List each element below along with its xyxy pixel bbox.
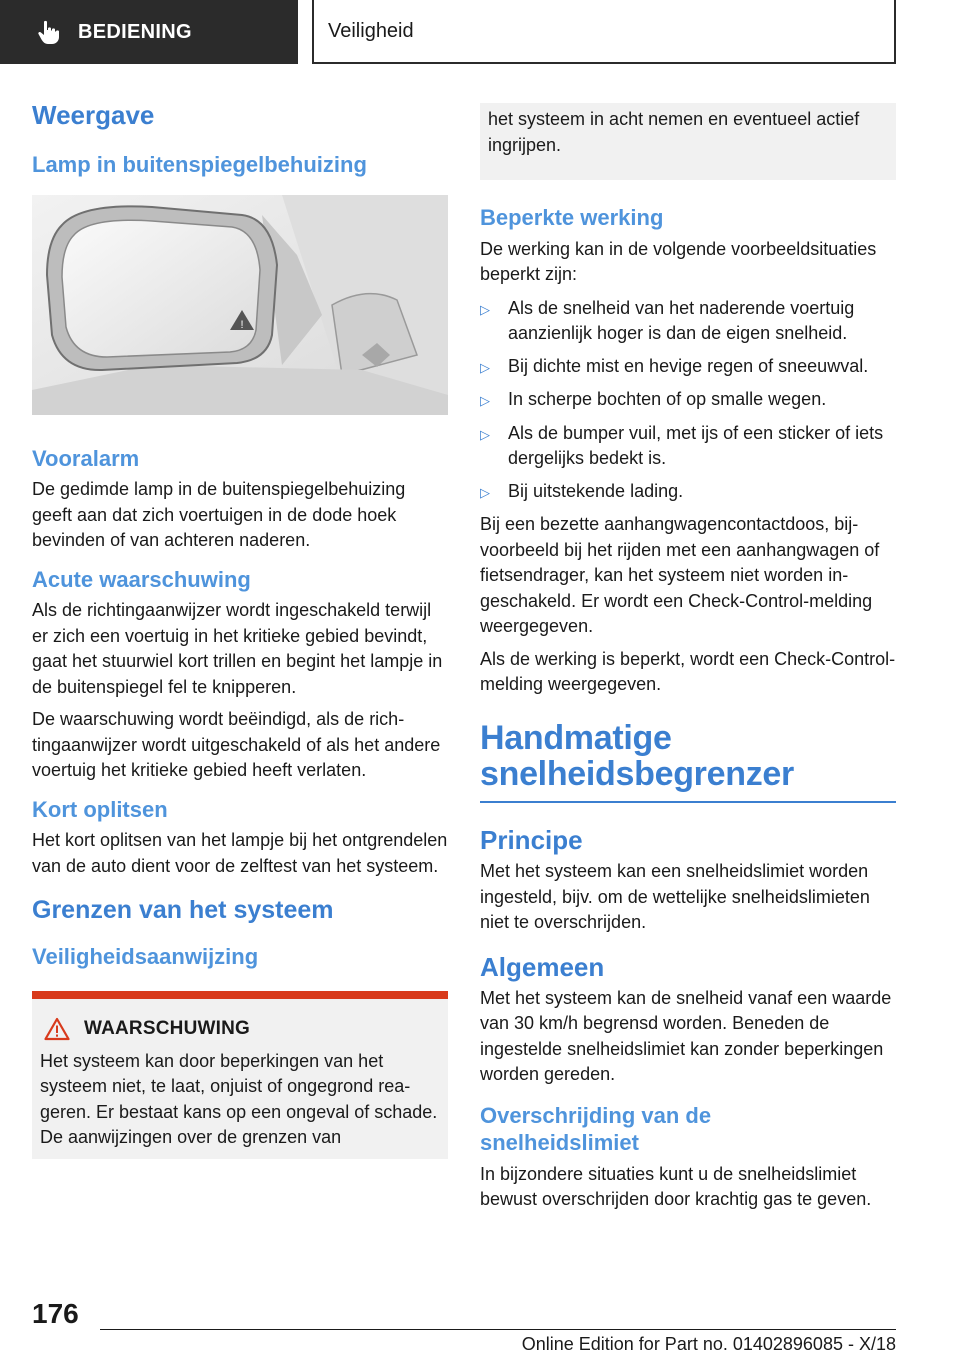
- warning-triangle-icon: [44, 1017, 70, 1041]
- heading-acute-waarschuwing: Acute waarschuwing: [32, 566, 251, 592]
- kort-text: Het kort oplitsen van het lampje bij het ontgrendelen van de auto dient voor de zelftest van het systeem.: [32, 830, 448, 876]
- algemeen-text: Met het systeem kan de snelheid vanaf een waarde van 30 km/h begrensd worden. Beneden de ingestelde snelheidslimiet kan zonder beperkingen worden gereden.: [480, 987, 892, 1085]
- list-item: ▷ Bij uitstekende lading.: [480, 479, 896, 506]
- warning-label: WAARSCHUWING: [84, 1017, 250, 1039]
- heading-algemeen: Algemeen: [480, 951, 605, 982]
- triangle-bullet-icon: ▷: [480, 393, 490, 408]
- left-column: [32, 100, 448, 1159]
- pointing-hand-icon: [36, 19, 62, 45]
- vooralarm-text: De gedimde lamp in de buitenspiegelbehuizing geeft aan dat zich voertuigen in de dode hoek bevinden of van achteren naderen.: [32, 479, 406, 551]
- header-section-tab[interactable]: [0, 0, 298, 64]
- heading-handmatige-line1: Handmatige: [480, 718, 672, 757]
- list-item: ▷ Als de snelheid van het naderende voertuig aanzienlijk hoger is dan de eigen snelheid.: [480, 296, 896, 347]
- beperkte-text-2: Als de werking is beperkt, wordt een Check-Control-melding weergegeven.: [480, 648, 896, 694]
- svg-text:!: !: [240, 318, 244, 331]
- footer-rule: [100, 1329, 896, 1330]
- list-item: ▷ Bij dichte mist en hevige regen of sneeuwval.: [480, 354, 896, 381]
- list-item: ▷ In scherpe bochten of op smalle wegen.: [480, 387, 896, 414]
- beperkte-list: [480, 296, 896, 506]
- heading-vooralarm: Vooralarm: [32, 445, 140, 471]
- principe-text: Met het systeem kan een snelheidslimiet worden ingesteld, bijv. om de wettelijke snelheidslimieten niet te overschrijden.: [480, 861, 870, 933]
- list-item: ▷ Als de bumper vuil, met ijs of een sticker of iets dergelijks bedekt is.: [480, 421, 896, 472]
- warning-continued-text: het systeem in acht nemen en eventueel actief ingrijpen.: [488, 109, 860, 155]
- triangle-bullet-icon: ▷: [480, 359, 490, 375]
- warning-text: Het systeem kan door beperkingen van het systeem niet, te laat, onjuist of ongegrond reageren. Er bestaat kans op een ongeval of schade. De aanwijzingen over de grenzen van: [40, 1050, 438, 1148]
- beperkte-intro: De werking kan in de volgende voorbeeldsituaties beperkt zijn:: [480, 238, 877, 284]
- header-chapter-label: Veiligheid: [328, 19, 414, 42]
- heading-handmatige-line2: snelheidsbegrenzer: [480, 755, 794, 794]
- warning-box: [32, 991, 448, 1159]
- triangle-bullet-icon: ▷: [480, 484, 490, 500]
- heading-kort-oplitsen: Kort oplitsen: [32, 796, 168, 822]
- heading-veiligheidsaanwijzing: Veiligheidsaanwijzing: [32, 944, 259, 970]
- triangle-bullet-icon: ▷: [480, 301, 490, 317]
- acute-text-2: De waarschuwing wordt beëindigd, als de richtingaanwijzer wordt uitgeschakeld of als het andere voertuig het kritieke gebied heeft verlaten.: [32, 709, 441, 781]
- overschrijding-text: In bijzondere situaties kunt u de snelheidslimiet bewust overschrijden door krachtig gas te geven.: [480, 1163, 872, 1210]
- heading-weergave: Weergave: [32, 100, 155, 130]
- header-chapter: [312, 0, 896, 64]
- heading-grenzen: Grenzen van het systeem: [32, 896, 334, 925]
- heading-principe: Principe: [480, 824, 583, 855]
- footer-edition: Online Edition for Part no. 01402896085 - X/18: [521, 1334, 896, 1354]
- header-section-label: BEDIENING: [78, 20, 192, 43]
- heading-overschrijding-line2: snelheidslimiet: [480, 1130, 639, 1156]
- heading-overschrijding-line1: Overschrijding van de: [480, 1102, 712, 1128]
- page-number: 176: [32, 1298, 79, 1329]
- heading-lamp-buitenspiegel: Lamp in buitenspiegelbehuizing: [32, 152, 367, 178]
- acute-text-1: Als de richtingaanwijzer wordt ingeschakeld terwijl er zich een voertuig in het kritieke gebied bevindt, gaat het stuurwiel kort trillen en begint het lampje in de buitenspiegel fel te knipperen.: [32, 600, 443, 697]
- heading-beperkte-werking: Beperkte werking: [480, 205, 664, 230]
- warning-continuation-box: [480, 103, 896, 180]
- beperkte-text-1: Bij een bezette aanhangwagencontactdoos, bijvoorbeeld bij het rijden met een aanhangwagen of fietsendrager, kan het systeem niet worden ingeschakeld. Er wordt een Check-Control-melding weergegeven.: [480, 514, 880, 636]
- section-rule: [480, 801, 896, 803]
- right-column: [480, 103, 896, 1213]
- triangle-bullet-icon: ▷: [480, 426, 490, 442]
- mirror-illustration: [32, 195, 448, 415]
